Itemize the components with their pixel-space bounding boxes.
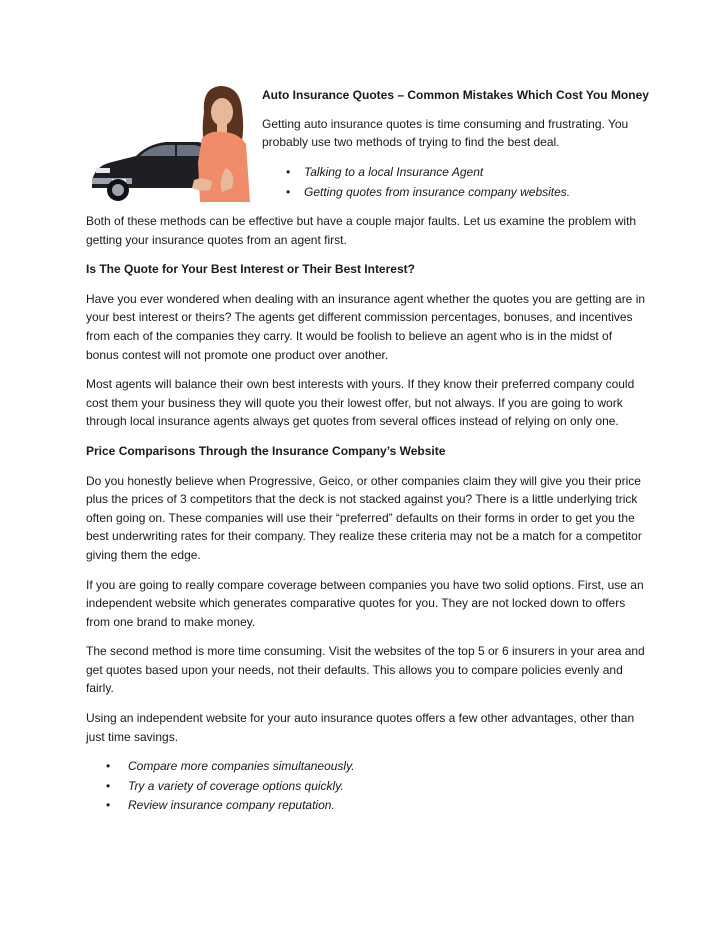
advantages-list bbox=[86, 757, 646, 816]
paragraph-advantages: Using an independent website for your auto insurance quotes offers a few other advantages, other than just time savings. bbox=[86, 711, 635, 744]
paragraph-faults: Both of these methods can be effective but have a couple major faults. Let us examine the problem with getting your insurance quotes from an agent first. bbox=[86, 214, 637, 247]
heading-price-comparisons: Price Comparisons Through the Insurance Company’s Website bbox=[86, 443, 446, 458]
intro-paragraph: Getting auto insurance quotes is time consuming and frustrating. You probably use two methods of trying to find the best deal. bbox=[262, 116, 629, 150]
article-body bbox=[86, 212, 646, 816]
list-item: • Try a variety of coverage options quickly. bbox=[86, 777, 646, 797]
woman-with-car-photo bbox=[86, 82, 256, 212]
list-item: • Talking to a local Insurance Agent bbox=[262, 162, 652, 182]
intro-section bbox=[262, 86, 652, 202]
list-item: • Compare more companies simultaneously. bbox=[86, 757, 646, 777]
heading-best-interest: Is The Quote for Your Best Interest or Their Best Interest? bbox=[86, 262, 415, 277]
list-item: • Getting quotes from insurance company websites. bbox=[262, 182, 652, 202]
paragraph-second-method: The second method is more time consuming. Visit the websites of the top 5 or 6 insurers in your area and get quotes based upon your needs, not their defaults. This allows you to compare policies evenly and fairly. bbox=[86, 644, 645, 696]
paragraph-agent-incentives: Have you ever wondered when dealing with an insurance agent whether the quotes you are getting are in your best interest or theirs? The agents get different commission percentages, bonuses, and incentives from each of the companies they carry. It would be foolish to believe an agent who is in the midst of bonus contest will not promote one product over another. bbox=[86, 291, 646, 362]
methods-list bbox=[262, 162, 652, 202]
paragraph-company-defaults: Do you honestly believe when Progressive, Geico, or other companies claim they will give you their price plus the prices of 3 competitors that the deck is not stacked against you? There is a little underlying trick often going on. These companies will use their “preferred” defaults on their forms in order to get you the best underwriting rates for their company. They realize these criteria may not be a match for a competitor giving them the edge. bbox=[86, 473, 642, 562]
paragraph-agent-balance: Most agents will balance their own best interests with yours. If they know their preferred company could cost them your business they will quote you their lowest offer, but not always. If you are going to work through local insurance agents always get quotes from several offices instead of relying on only one. bbox=[86, 377, 635, 429]
page-title: Auto Insurance Quotes – Common Mistakes Which Cost You Money bbox=[262, 88, 649, 102]
list-item: • Review insurance company reputation. bbox=[86, 796, 646, 816]
paragraph-two-options: If you are going to really compare coverage between companies you have two solid options. First, use an independent website which generates comparative quotes for you. They are not locked down to offers from one brand to make money. bbox=[86, 577, 644, 629]
